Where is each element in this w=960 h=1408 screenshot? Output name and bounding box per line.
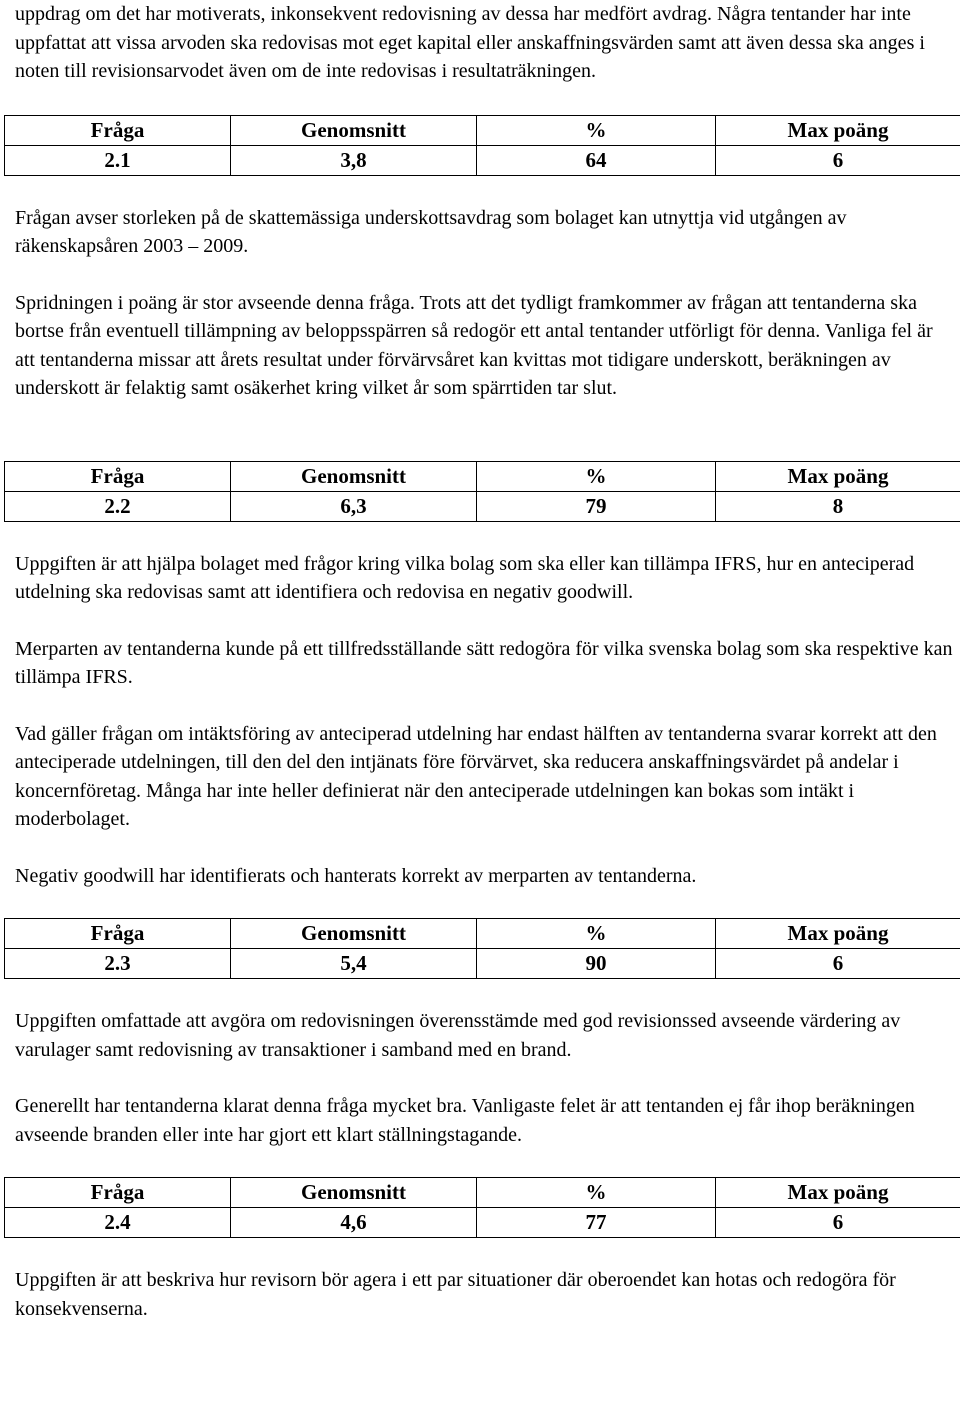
header-genomsnitt: Genomsnitt bbox=[231, 919, 477, 949]
score-table-2-3 bbox=[4, 918, 960, 979]
header-max-poang: Max poäng bbox=[716, 1178, 960, 1208]
intro-paragraph: uppdrag om det har motiverats, inkonsekvent redovisning av dessa har medfört avdrag. Några tentander har inte uppfattat att vissa arvoden ska redovisas mot eget kapital eller anskaffningsvärden samt att även dessa ska anges i noten till revisionsarvodet även om de inte redovisas i resultaträkningen. bbox=[15, 3, 925, 82]
cell-genomsnitt: 5,4 bbox=[231, 949, 477, 979]
score-table-row bbox=[5, 949, 960, 979]
cell-percent: 64 bbox=[477, 145, 716, 175]
cell-fraga: 2.3 bbox=[5, 949, 231, 979]
score-table-row bbox=[5, 145, 960, 175]
score-table-header bbox=[5, 1178, 960, 1208]
cell-genomsnitt: 6,3 bbox=[231, 491, 477, 521]
q21-comment: Spridningen i poäng är stor avseende denna fråga. Trots att det tydligt framkommer av frågan att tentanderna ska bortse från eventuell tillämpning av beloppsspärren så redogör ett antal tentander utförligt för denna. Vanliga fel är att tentanderna missar att årets resultat under förvärvsåret kan kvittas mot tidigare underskott, beräkningen av underskott är felaktig samt osäkerhet kring vilket år som spärrtiden tar slut. bbox=[15, 291, 933, 399]
header-fraga: Fråga bbox=[5, 1178, 231, 1208]
header-fraga: Fråga bbox=[5, 115, 231, 145]
header-percent: % bbox=[477, 115, 716, 145]
header-max-poang: Max poäng bbox=[716, 461, 960, 491]
document-page bbox=[15, 0, 957, 1323]
cell-fraga: 2.1 bbox=[5, 145, 231, 175]
score-table-row bbox=[5, 1208, 960, 1238]
header-percent: % bbox=[477, 461, 716, 491]
q23-description: Uppgiften omfattade att avgöra om redovisningen överensstämde med god revisionssed avseende värdering av varulager samt redovisning av transaktioner i samband med en brand. bbox=[15, 1010, 901, 1061]
cell-percent: 77 bbox=[477, 1208, 716, 1238]
header-fraga: Fråga bbox=[5, 919, 231, 949]
q22-comment-goodwill: Negativ goodwill har identifierats och hanterats korrekt av merparten av tentanderna. bbox=[15, 864, 697, 887]
q23-comment: Generellt har tentanderna klarat denna fråga mycket bra. Vanligaste felet är att tentanden ej får ihop beräkningen avseende branden eller inte har gjort ett klart ställningstagande. bbox=[15, 1095, 915, 1146]
header-genomsnitt: Genomsnitt bbox=[231, 461, 477, 491]
header-genomsnitt: Genomsnitt bbox=[231, 115, 477, 145]
header-genomsnitt: Genomsnitt bbox=[231, 1178, 477, 1208]
cell-max-poang: 6 bbox=[716, 1208, 960, 1238]
header-max-poang: Max poäng bbox=[716, 919, 960, 949]
score-table-row bbox=[5, 491, 960, 521]
q22-comment-ifrs: Merparten av tentanderna kunde på ett tillfredsställande sätt redogöra för vilka svenska bolag som ska respektive kan tillämpa IFRS. bbox=[15, 637, 953, 688]
q21-description: Frågan avser storleken på de skattemässiga underskottsavdrag som bolaget kan utnyttja vid utgången av räkenskapsåren 2003 – 2009. bbox=[15, 206, 847, 257]
score-table-header bbox=[5, 115, 960, 145]
q22-description: Uppgiften är att hjälpa bolaget med frågor kring vilka bolag som ska eller kan tillämpa IFRS, hur en anteciperad utdelning ska redovisas samt att identifiera och redovisa en negativ goodwill. bbox=[15, 552, 915, 603]
cell-genomsnitt: 3,8 bbox=[231, 145, 477, 175]
score-table-2-1 bbox=[4, 115, 960, 176]
cell-fraga: 2.4 bbox=[5, 1208, 231, 1238]
score-table-2-2 bbox=[4, 461, 960, 522]
score-table-header bbox=[5, 461, 960, 491]
header-fraga: Fråga bbox=[5, 461, 231, 491]
q22-comment-dividend: Vad gäller frågan om intäktsföring av anteciperad utdelning har endast hälften av tentanderna svarar korrekt att den anteciperade utdelningen, till den del den intjänats före förvärvet, ska reducera anskaffningsvärdet på andelar i koncernföretag. Många har inte heller definierat när den anteciperade utdelningen kan bokas som intäkt i moderbolaget. bbox=[15, 722, 937, 830]
cell-max-poang: 8 bbox=[716, 491, 960, 521]
cell-max-poang: 6 bbox=[716, 949, 960, 979]
header-max-poang: Max poäng bbox=[716, 115, 960, 145]
cell-genomsnitt: 4,6 bbox=[231, 1208, 477, 1238]
header-percent: % bbox=[477, 1178, 716, 1208]
score-table-2-4 bbox=[4, 1177, 960, 1238]
score-table-header bbox=[5, 919, 960, 949]
cell-max-poang: 6 bbox=[716, 145, 960, 175]
header-percent: % bbox=[477, 919, 716, 949]
cell-percent: 79 bbox=[477, 491, 716, 521]
q24-description: Uppgiften är att beskriva hur revisorn bör agera i ett par situationer där oberoendet kan hotas och redogöra för konsekvenserna. bbox=[15, 1269, 896, 1320]
cell-fraga: 2.2 bbox=[5, 491, 231, 521]
cell-percent: 90 bbox=[477, 949, 716, 979]
